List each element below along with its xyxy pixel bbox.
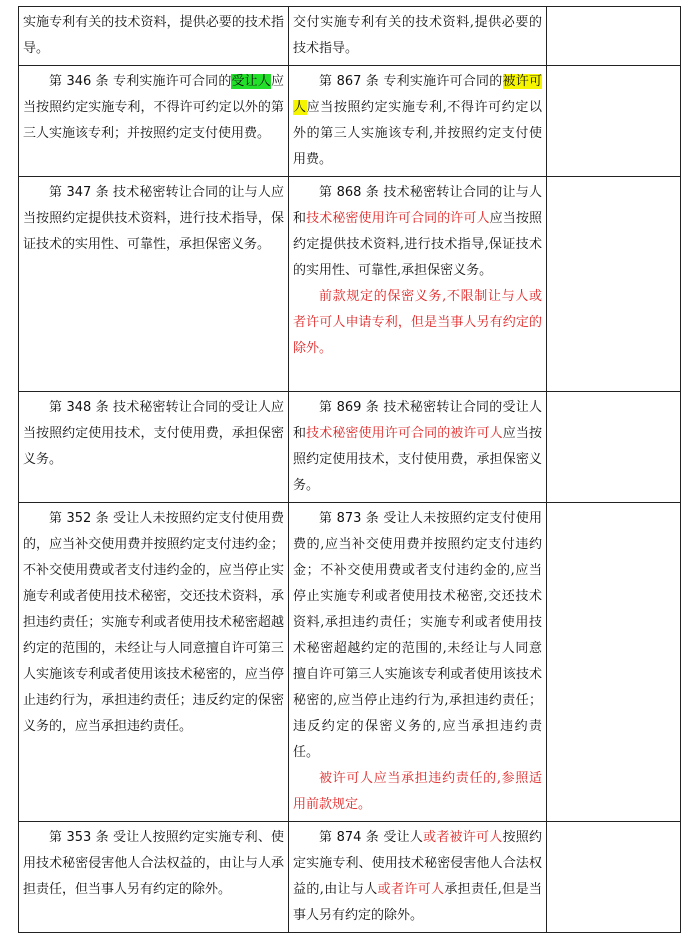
new-law-paragraph (293, 69, 542, 173)
table-row (19, 7, 681, 66)
article-number: 第 348 条 (49, 400, 109, 415)
text-segment: 技术秘密转让合同的受让人应当按照约定使用技术，支付使用费，承担保密义务。 (23, 400, 284, 467)
new-law-cell (289, 66, 547, 177)
article-number: 第 874 条 (319, 830, 380, 845)
text-segment: 技术秘密转让合同的让与人和 (293, 185, 542, 226)
note-cell (547, 822, 681, 933)
table-row (19, 503, 681, 822)
text-segment: 技术秘密转让合同的受让人和 (293, 400, 542, 441)
new-law-paragraph (293, 825, 542, 929)
table-row (19, 66, 681, 177)
new-law-cell (289, 177, 547, 392)
article-number: 第 352 条 (49, 511, 109, 526)
new-law-paragraph (293, 395, 542, 499)
new-law-cell (289, 7, 547, 66)
comparison-table (18, 6, 681, 933)
old-law-paragraph (23, 395, 284, 473)
new-law-cell (289, 822, 547, 933)
added-text: 技术秘密使用许可合同的许可人 (306, 211, 490, 226)
table-row (19, 822, 681, 933)
new-law-paragraph (293, 180, 542, 284)
text-segment: 受让人未按照约定支付使用费的,应当补交使用费并按照约定支付违约金；不补交使用费或者支付违约金的,应当停止实施专利或者使用技术秘密,交还技术资料,承担违约责任；实施专利或者使用技术秘密超越约定的范围的,未经让与人同意擅自许可第三人实施该专利或者使用该技术秘密的,应当停止违约行为,承担违约责任；违反约定的保密义务的,应当承担违约责任。 (293, 511, 542, 760)
text-segment: 应当按照约定使用技术，支付使用费，承担保密义务。 (293, 426, 542, 493)
article-number: 第 347 条 (49, 185, 109, 200)
article-number: 第 868 条 (319, 185, 380, 200)
note-cell (547, 177, 681, 392)
old-law-cell (19, 66, 289, 177)
text-segment: 受让人未按照约定支付使用费的，应当补交使用费并按照约定支付违约金；不补交使用费或者支付违约金的，应当停止实施专利或者使用技术秘密，交还技术资料，承担违约责任；实施专利或者使用技术秘密超越约定的范围的，未经让与人同意擅自许可第三人实施该专利或者使用该技术秘密的，应当停止违约行为，承担违约责任；违反约定的保密义务的，应当承担违约责任。 (23, 511, 284, 734)
old-law-paragraph (23, 69, 284, 147)
note-cell (547, 503, 681, 822)
article-number: 第 867 条 (319, 74, 380, 89)
text-segment: 承担责任,但是当事人另有约定的除外。 (293, 882, 542, 923)
text-segment: 应当按照约定实施专利,不得许可约定以外的第三人实施该专利,并按照约定支付使用费。 (293, 100, 542, 167)
highlighted-term: 被许可人 (293, 74, 542, 115)
text-segment: 应当按照约定提供技术资料,进行技术指导,保证技术的实用性、可靠性,承担保密义务。 (293, 211, 542, 278)
text-segment: 技术秘密转让合同的让与人应当按照约定提供技术资料，进行技术指导，保证技术的实用性、可靠性，承担保密义务。 (23, 185, 284, 252)
note-cell (547, 66, 681, 177)
old-law-paragraph (23, 825, 284, 903)
text-segment: 按照约定实施专利、使用技术秘密侵害他人合法权益的,由让与人 (293, 830, 542, 897)
added-text: 或者被许可人 (423, 830, 503, 845)
highlighted-term: 受让人 (231, 74, 271, 89)
text-segment: 专利实施许可合同的 (113, 74, 232, 89)
text-segment: 受让人 (383, 830, 424, 845)
new-law-cell (289, 503, 547, 822)
old-law-cell (19, 822, 289, 933)
text-segment: 专利实施许可合同的 (383, 74, 503, 89)
text-segment: 应当按照约定实施专利，不得许可约定以外的第三人实施该专利；并按照约定支付使用费。 (23, 74, 284, 141)
added-paragraph: 被许可人应当承担违约责任的,参照适用前款规定。 (293, 771, 542, 812)
new-law-paragraph (293, 506, 542, 766)
article-number: 第 346 条 (49, 74, 109, 89)
article-number: 第 353 条 (49, 830, 109, 845)
note-cell (547, 7, 681, 66)
old-law-cell (19, 177, 289, 392)
old-law-paragraph (23, 506, 284, 740)
added-paragraph: 前款规定的保密义务,不限制让与人或者许可人申请专利，但是当事人另有约定的除外。 (293, 289, 542, 356)
new-law-text: 交付实施专利有关的技术资料,提供必要的技术指导。 (293, 15, 542, 56)
table-row (19, 177, 681, 392)
old-law-paragraph (23, 180, 284, 258)
new-law-cell (289, 392, 547, 503)
article-number: 第 869 条 (319, 400, 380, 415)
text-segment: 受让人按照约定实施专利、使用技术秘密侵害他人合法权益的，由让与人承担责任，但当事人另有约定的除外。 (23, 830, 284, 897)
old-law-text: 实施专利有关的技术资料，提供必要的技术指导。 (23, 15, 284, 56)
table-row (19, 392, 681, 503)
old-law-cell (19, 7, 289, 66)
added-text: 或者许可人 (377, 882, 445, 897)
old-law-cell (19, 503, 289, 822)
article-number: 第 873 条 (319, 511, 380, 526)
added-text: 技术秘密使用许可合同的被许可人 (306, 426, 503, 441)
old-law-cell (19, 392, 289, 503)
note-cell (547, 392, 681, 503)
